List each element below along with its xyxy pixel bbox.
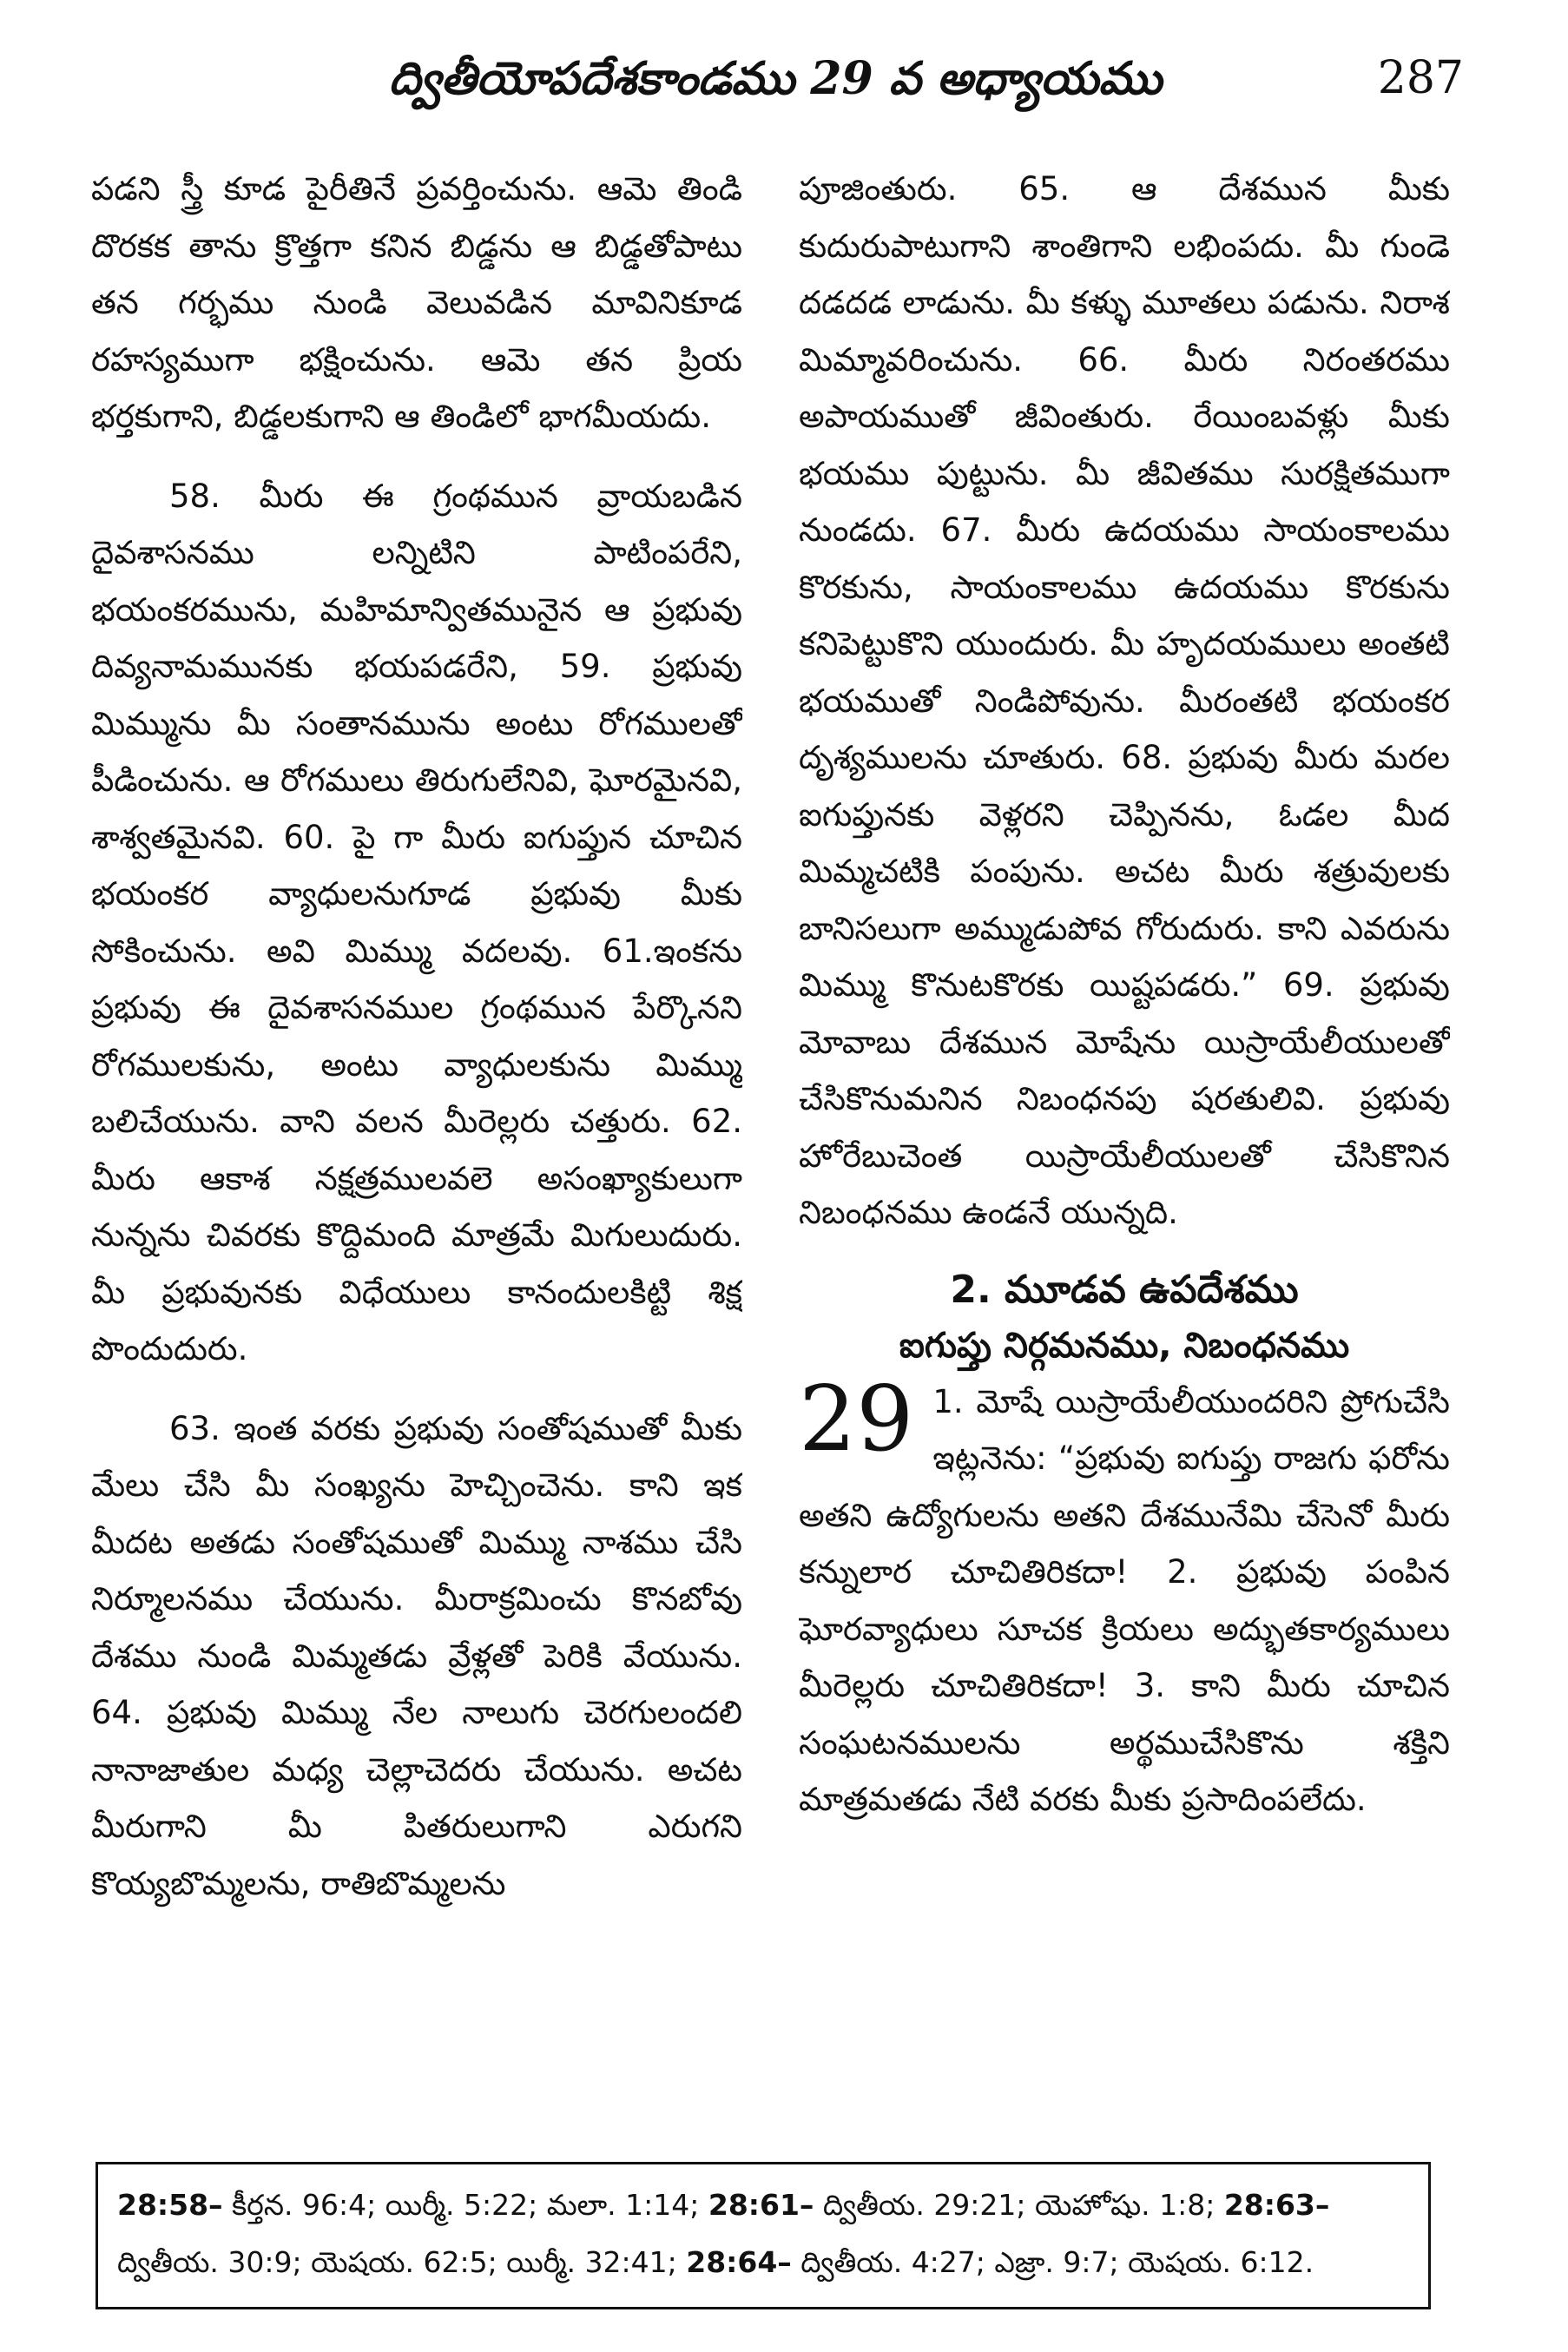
- section-heading: 2. మూడవ ఉపదేశము: [950, 1267, 1299, 1312]
- paragraph-text: 1. మోషే యిస్రాయేలీయుందరిని ప్రోగుచేసి ఇట్లనెను: “ప్రభువు ఐగుప్తు రాజగు ఫరోను అతని ఉద్యోగులను అతని దేశమునేమి చేసెనో మీరు కన్నులార చూచితిరికదా! 2. ప్రభువు పంపిన ఘోరవ్యాధులు సూచక క్రియలు అద్భుతకార్యములు మీరెల్లరు చూచితిరికదా! 3. కాని మీరు చూచిన సంఘటనములను అర్థముచేసికొను శక్తిని మాత్రమతడు నేటి వరకు మీకు ప్రసాదింపలేదు.: [799, 1382, 1450, 1818]
- paragraph: 58. మీరు ఈ గ్రంథమున వ్రాయబడిన దైవశాసనము లన్నిటిని పాటింపరేని, భయంకరమును, మహిమాన్వితమునైన ఆ ప్రభువు దివ్యనామమునకు భయపడరేని, 59. ప్రభువు మిమ్మును మీ సంతానమును అంటు రోగములతో పీడించును. ఆ రోగములు తిరుగులేనివి, ఘోరమైనవి, శాశ్వతమైనవి. 60. పై గా మీరు ఐగుప్తున చూచిన భయంకర వ్యాధులనుగూడ ప్రభువు మీకు సోకించును. అవి మిమ్ము వదలవు. 61.ఇంకను ప్రభువు ఈ దైవశాసనముల గ్రంథమున పేర్కొనని రోగములకును, అంటు వ్యాధులకును మిమ్ము బలిచేయును. వాని వలన మీరెల్లరు చత్తురు. 62. మీరు ఆకాశ నక్షత్రములవలె అసంఖ్యాకులుగా నున్నను చివరకు కొద్దిమంది మాత్రమే మిగులుదురు. మీ ప్రభువునకు విధేయులు కానందులకిట్టి శిక్ష పొందుదురు.: [91, 477, 742, 1367]
- left-column: [91, 161, 742, 2114]
- page-header: [87, 45, 1464, 115]
- paragraph: పడని స్త్రీ కూడ పైరీతినే ప్రవర్తించును. ఆమె తిండి దొరకక తాను క్రొత్తగా కనిన బిడ్డను ఆ బిడ్డతోపాటు తన గర్భము నుండి వెలువడిన మావినికూడ రహస్యముగా భక్షించును. ఆమె తన ప్రియ భర్తకుగాని, బిడ్డలకుగాని ఆ తిండిలో భాగమీయదు.: [91, 170, 742, 435]
- footnote: [117, 2188, 708, 2222]
- running-header-title: ద్వితీయోపదేశకాండము 29 వ అధ్యాయము: [388, 52, 1163, 105]
- footnote-text: కీర్తన. 96:4; యిర్మీ. 5:22; మలా. 1:14;: [222, 2188, 708, 2222]
- footnote: [708, 2188, 1224, 2222]
- footnote: [686, 2245, 1314, 2279]
- footnote-text: ద్వితీయ. 4:27; ఎజ్రా. 9:7; యెషయ. 6:12.: [791, 2245, 1314, 2279]
- footnote-text: ద్వితీయ. 30:9; యెషయ. 62:5; యిర్మీ. 32:41;: [117, 2245, 687, 2279]
- footnote-ref: 28:63–: [1223, 2188, 1330, 2222]
- right-column: [799, 161, 1450, 2114]
- cross-references-box: [96, 2162, 1431, 2309]
- section-subheading: ఐగుప్తు నిర్గమనము, నిబంధనము: [899, 1325, 1350, 1366]
- chapter-paragraph: [799, 1365, 1450, 1828]
- paragraph: పూజింతురు. 65. ఆ దేశమున మీకు కుదురుపాటుగాని శాంతిగాని లభింపదు. మీ గుండె దడదడ లాడును. మీ కళ్ళు మూతలు పడును. నిరాశ మిమ్మావరించును. 66. మీరు నిరంతరము అపాయముతో జీవింతురు. రేయింబవళ్లు మీకు భయము పుట్టును. మీ జీవితము సురక్షితముగా నుండదు. 67. మీరు ఉదయము సాయంకాలము కొరకును, సాయంకాలము ఉదయము కొరకును కనిపెట్టుకొని యుందురు. మీ హృదయములు అంతటి భయముతో నిండిపోవును. మీరంతటి భయంకర దృశ్యములను చూతురు. 68. ప్రభువు మీరు మరల ఐగుప్తునకు వెళ్లరని చెప్పినను, ఓడల మీద మిమ్మచటికి పంపును. అచట మీరు శత్రువులకు బానిసలుగా అమ్ముడుపోవ గోరుదురు. కాని ఎవరును మిమ్ము కొనుటకొరకు యిష్టపడరు.” 69. ప్రభువు మోవాబు దేశమున మోషేను యిస్రాయేలీయులతో చేసికొనుమనిన నిబంధనపు షరతులివి. ప్రభువు హోరేబుచెంత యిస్రాయేలీయులతో చేసికొనిన నిబంధనము ఉండనే యున్నది.: [799, 170, 1450, 1231]
- paragraph: 63. ఇంత వరకు ప్రభువు సంతోషముతో మీకు మేలు చేసి మీ సంఖ్యను హెచ్చించెను. కాని ఇక మీదట అతడు సంతోషముతో మిమ్ము నాశము చేసి నిర్మూలనము చేయును. మీరాక్రమించు కొనబోవు దేశము నుండి మిమ్మతడు వ్రేళ్లతో పెరికి వేయును. 64. ప్రభువు మిమ్ము నేల నాలుగు చెరగులందలి నానాజాతుల మధ్య చెల్లాచెదరు చేయును. అచట మీరుగాని మీ పితరులుగాని ఎరుగని కొయ్యబొమ్మలను, రాతిబొమ్మలను: [91, 1409, 742, 1902]
- footnote-text: ద్వితీయ. 29:21; యెహోషు. 1:8;: [814, 2188, 1224, 2222]
- chapter-number: 29: [799, 1365, 914, 1472]
- footnote-ref: 28:61–: [708, 2188, 814, 2222]
- footnote-ref: 28:58–: [117, 2188, 223, 2222]
- page-number: 287: [1377, 52, 1464, 104]
- footnote-ref: 28:64–: [686, 2245, 792, 2279]
- text-columns: [91, 161, 1450, 2114]
